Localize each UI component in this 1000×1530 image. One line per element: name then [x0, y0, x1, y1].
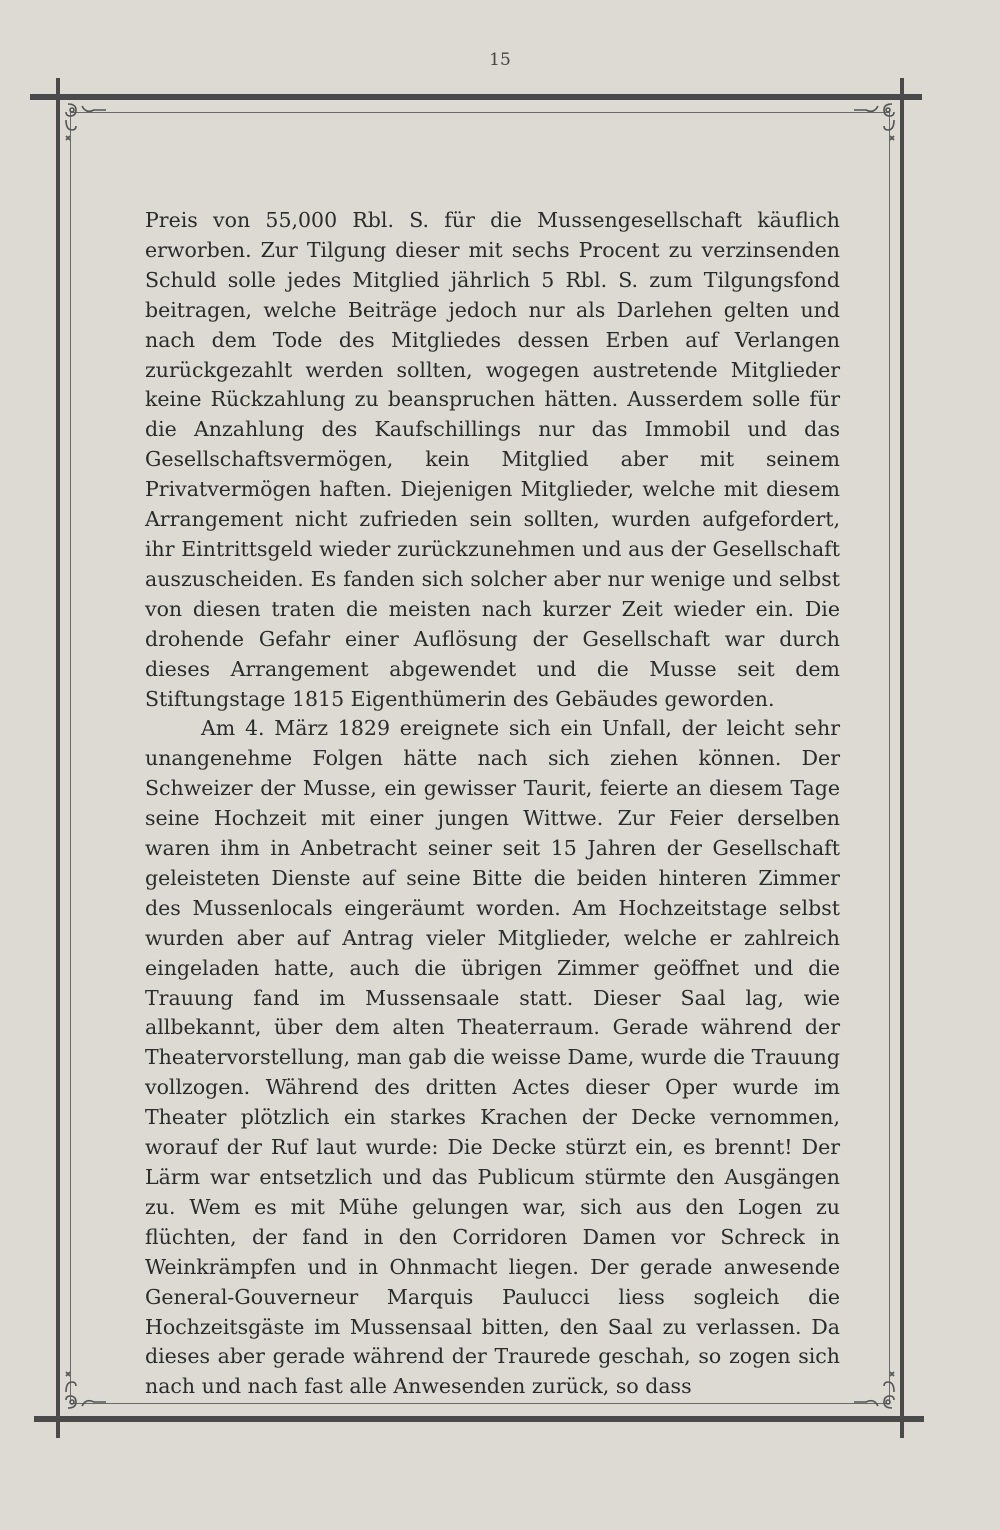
frame-top-rule — [30, 94, 922, 100]
paragraph: Am 4. März 1829 ereignete sich ein Unfall, der leicht sehr unangenehme Folgen hätte nach sich ziehen können. Der Schweizer der Musse, ein gewisser Taurit, feierte an diesem Tage seine Hochzeit mit einer jungen Wittwe. Zur Feier derselben waren ihm in Anbetracht seiner seit 15 Jahren der Gesellschaft geleisteten Dienste auf seine Bitte die beiden hinteren Zimmer des Mussenlocals eingeräumt worden. Am Hochzeitstage selbst wurden aber auf Antrag vieler Mitglieder, welche er zahlreich eingeladen hatte, auch die übrigen Zimmer geöffnet und die Trauung fand im Mussensaale statt. Dieser Saal lag, wie allbekannt, über dem alten Theaterraum. Gerade während der Theatervorstellung, man gab die weisse Dame, wurde die Trauung vollzogen. Während des dritten Actes dieser Oper wurde im Theater plötzlich ein starkes Krachen der Decke vernommen, worauf der Ruf laut wurde: Die Decke stürzt ein, es brennt! Der Lärm war entsetzlich und das Publicum stürmte den Ausgängen zu. Wem es mit Mühe gelungen war, sich aus den Logen zu flüchten, der fand in den Corridoren Damen vor Schreck in Weinkrämpfen und in Ohnmacht liegen. Der gerade anwesende General-Gouverneur Marquis Paulucci liess sogleich die Hochzeitsgäste im Mussensaal bitten, den Saal zu verlassen. Da dieses aber gerade während der Traurede geschah, so zogen sich nach und nach fast alle Anwesenden zurück, so dass — [145, 716, 840, 1399]
paragraph: Preis von 55,000 Rbl. S. für die Mussengesellschaft käuflich erworben. Zur Tilgung dieser mit sechs Procent zu verzinsenden Schuld solle jedes Mitglied jährlich 5 Rbl. S. zum Tilgungsfond beitragen, welche Beiträge jedoch nur als Darlehen gelten und nach dem Tode des Mitgliedes dessen Erben auf Verlangen zurückgezahlt werden sollten, wogegen austretende Mitglieder keine Rückzahlung zu beanspruchen hätten. Ausserdem solle für die Anzahlung des Kaufschillings nur das Immobil und das Gesellschaftsvermögen, kein Mitglied aber mit seinem Privatvermögen haften. Diejenigen Mitglieder, welche mit diesem Arrangement nicht zufrieden sein sollten, wurden aufgefordert, ihr Eintrittsgeld wieder zurückzunehmen und aus der Gesellschaft auszuscheiden. Es fanden sich solcher aber nur wenige und selbst von diesen traten die meisten nach kurzer Zeit wieder ein. Die drohende Gefahr einer Auflösung der Gesellschaft war durch dieses Arrangement abgewendet und die Musse seit dem Stiftungstage 1815 Eigenthümerin des Gebäudes geworden. — [145, 208, 840, 711]
ornament-corner-icon — [852, 100, 898, 146]
ornament-corner-icon — [852, 1366, 898, 1412]
frame-bottom-rule — [34, 1416, 924, 1422]
page-number: 15 — [489, 50, 511, 70]
frame-left-rule — [56, 78, 60, 1438]
ornament-corner-icon — [62, 1366, 108, 1412]
frame-right-rule — [900, 78, 904, 1438]
ornament-corner-icon — [62, 100, 108, 146]
body-text — [145, 206, 840, 1402]
